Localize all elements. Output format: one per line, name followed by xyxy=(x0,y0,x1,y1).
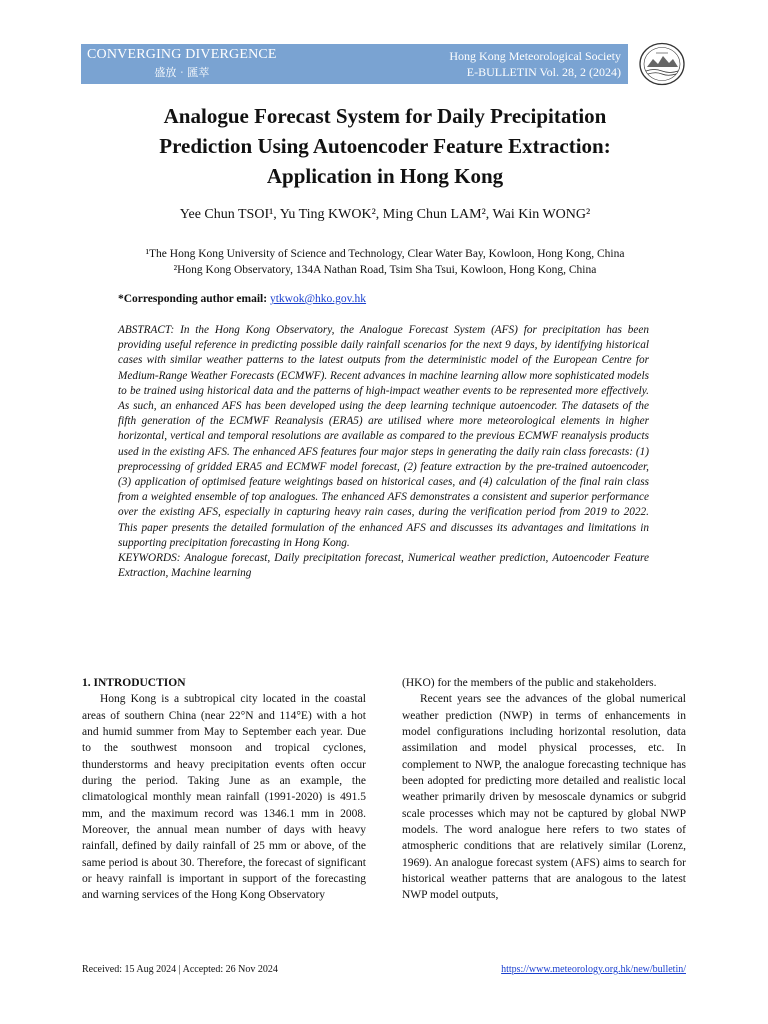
body-paragraph: (HKO) for the members of the public and stakeholders. xyxy=(402,677,657,689)
abstract-text: ABSTRACT: In the Hong Kong Observatory, the Analogue Forecast System (AFS) for precipitation has been providing useful reference in predicting possible daily rainfall scenarios for the next 9 days, by identifying historical cases with similar weather patterns to the latest outputs from the deterministic model of the European Centre for Medium-Range Weather Forecasts (ECMWF). Recent advances in machine learning allow more sophisticated models to be trained using historical data and the patterns of high-impact weather events to be represented more effectively. As such, an enhanced AFS has been developed using the deep learning technique autoencoder. The datasets of the fifth generation of the ECMWF Reanalysis (ERA5) are utilised where more meteorological elements in higher horizontal, vertical and temporal resolutions are available as compared to the previous ECMWF reanalysis products used in the existing AFS. The enhanced AFS features four major steps in generating the daily rain class forecasts: (1) preprocessing of gridded ERA5 and ECMWF model forecast, (2) feature extraction by the pre-trained autoencoder, (3) application of optimised feature weightings based on historical cases, and (4) calculation of the final rain class from a weighted ensemble of top analogues. The enhanced AFS demonstrates a consistent and superior performance over the existing AFS, especially in capturing heavy rain cases, during the verification period from 2019 to 2022. This paper presents the detailed formulation of the enhanced AFS and discusses its advantages and limitations in supporting precipitation forecasting in Hong Kong. xyxy=(118,324,649,549)
journal-branding xyxy=(87,47,277,80)
body-paragraph: Hong Kong is a subtropical city located in the coastal areas of southern China (near 22°N and 114°E) with a hot and humid summer from May to September each year. Due to the southwest monsoon and tropical cyclones, thunderstorms and heavy precipitation events often occur during the period. Taking June as an example, the climatological monthly mean rainfall (1991-2020) is 491.5 mm, and the maximum record was 1346.1 mm in 2008. Moreover, the annual mean number of days with heavy rainfall, defined by daily rainfall of 25 mm or above, of the same period is about 30. Therefore, the forecast of significant or heavy rainfall is important in support of the forecasting and warning services of the Hong Kong Observatory xyxy=(82,693,366,902)
abstract-block xyxy=(118,323,649,581)
affiliations xyxy=(90,246,680,278)
received-accepted-dates: Received: 15 Aug 2024 | Accepted: 26 Nov 2024 xyxy=(82,964,278,975)
issue-info xyxy=(449,48,621,80)
title-line: Application in Hong Kong xyxy=(266,164,504,188)
author-list: Yee Chun TSOI¹, Yu Ting KWOK², Ming Chun LAM², Wai Kin WONG² xyxy=(179,207,591,222)
section-heading: 1. INTRODUCTION xyxy=(82,677,186,689)
issue-number: E-BULLETIN Vol. 28, 2 (2024) xyxy=(466,65,621,79)
journal-banner xyxy=(81,44,628,84)
bulletin-url-link[interactable]: https://www.meteorology.org.hk/new/bulletin/ xyxy=(501,964,686,975)
left-column xyxy=(82,675,366,904)
paper-title xyxy=(90,101,680,191)
corresponding-email-link[interactable]: ytkwok@hko.gov.hk xyxy=(269,293,367,305)
corresponding-label: *Corresponding author email: xyxy=(118,293,268,305)
corresponding-author xyxy=(118,293,366,305)
title-line: Prediction Using Autoencoder Feature Extraction: xyxy=(159,134,611,158)
society-name: Hong Kong Meteorological Society xyxy=(449,49,621,63)
hkms-logo-icon xyxy=(638,42,686,86)
right-column xyxy=(402,675,686,904)
affiliation-1: ¹The Hong Kong University of Science and Technology, Clear Water Bay, Kowloon, Hong Kong, China xyxy=(145,248,625,260)
body-paragraph: Recent years see the advances of the global numerical weather prediction (NWP) in terms of enhancements in model configurations including horizontal resolution, data assimilation and model physical processes, etc. In complement to NWP, the analogue forecasting technique has been adopted for predicting more detailed and realistic local weather primarily driven by mesoscale dynamics or subgrid scale processes which may not be captured by global NWP models. The word analogue here refers to two states of atmospheric conditions that are relatively similar (Lorenz, 1969). An analogue forecast system (AFS) aims to search for historical weather patterns that are analogous to the latest NWP model outputs, xyxy=(402,693,686,902)
affiliation-2: ²Hong Kong Observatory, 134A Nathan Road, Tsim Sha Tsui, Kowloon, Hong Kong, China xyxy=(173,264,597,276)
title-line: Analogue Forecast System for Daily Precipitation xyxy=(163,104,607,128)
journal-subtitle: 盛放‧匯萃 xyxy=(154,67,210,79)
keywords: KEYWORDS: Analogue forecast, Daily precipitation forecast, Numerical weather prediction, Autoencoder Feature Extraction, Machine learning xyxy=(118,552,649,580)
journal-name: CONVERGING DIVERGENCE xyxy=(87,47,277,62)
